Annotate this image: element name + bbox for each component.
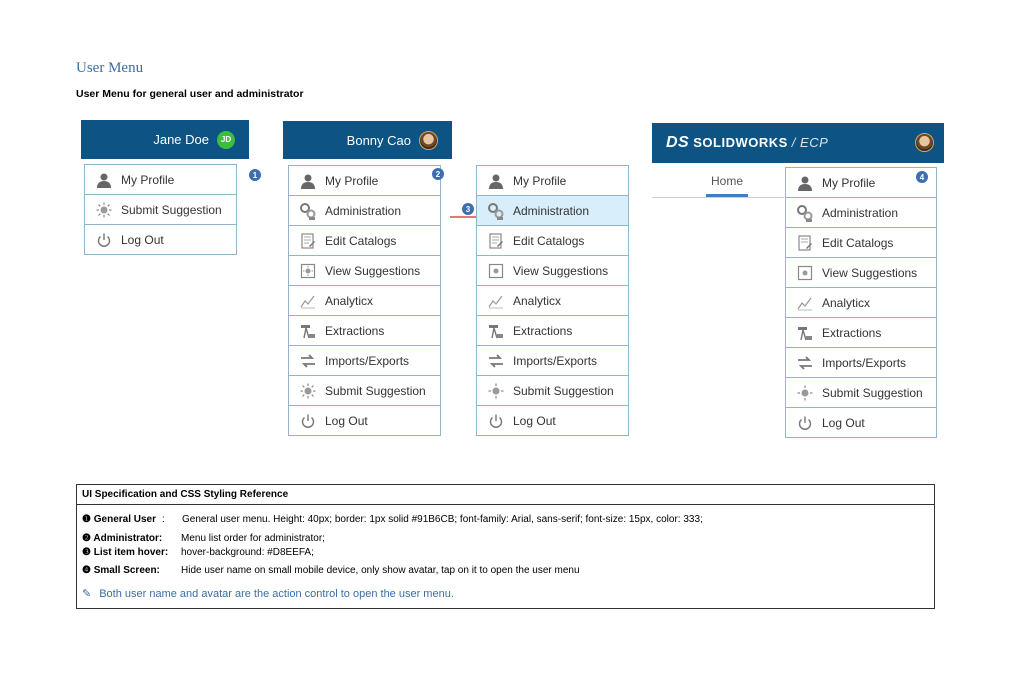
catalog-icon (487, 232, 505, 250)
menu-item-label: Analyticx (325, 293, 374, 308)
menu-item-label: Imports/Exports (513, 353, 598, 368)
menu-item-administration[interactable] (289, 195, 440, 225)
catalog-icon (796, 234, 814, 252)
user-menu-header-admin[interactable] (283, 121, 452, 159)
menu-item-label: Administration (822, 205, 899, 220)
menu-item-label: Submit Suggestion (513, 383, 614, 398)
gears-icon (487, 202, 505, 220)
menu-item-extractions[interactable] (289, 315, 440, 345)
suggestion-icon (299, 262, 317, 280)
menu-item-label: Edit Catalogs (513, 233, 585, 248)
menu-item-my-profile[interactable] (85, 164, 236, 194)
chart-icon (796, 294, 814, 312)
menu-item-my-profile[interactable] (786, 167, 936, 197)
suggestion-icon (796, 264, 814, 282)
avatar[interactable] (419, 131, 438, 150)
callout-badge: 2 (432, 168, 444, 180)
nav-divider (652, 197, 784, 198)
menu-item-analyticx[interactable] (477, 285, 628, 315)
lightbulb-icon (95, 201, 113, 219)
user-icon (299, 172, 317, 190)
lightbulb-icon (299, 382, 317, 400)
menu-item-label: Submit Suggestion (121, 202, 222, 217)
callout-badge: 4 (916, 171, 928, 183)
menu-item-analyticx[interactable] (786, 287, 936, 317)
user-menu-general (84, 164, 237, 255)
menu-item-submit-suggestion[interactable] (477, 375, 628, 405)
gears-icon (299, 202, 317, 220)
pump-icon (487, 322, 505, 340)
spec-row-small-screen: ❹ Small Screen: Hide user name on small mobile device, only show avatar, tap on it to open the user menu (82, 565, 580, 576)
menu-item-edit-catalogs[interactable] (786, 227, 936, 257)
user-icon (796, 174, 814, 192)
spec-row-hover: ❸ List item hover: hover-background: #D8EEFA; (82, 547, 314, 558)
menu-item-label: Analyticx (513, 293, 562, 308)
menu-item-view-suggestions[interactable] (786, 257, 936, 287)
menu-item-label: Log Out (121, 232, 164, 247)
menu-item-label: Imports/Exports (325, 353, 410, 368)
lightbulb-icon (796, 384, 814, 402)
menu-item-label: Submit Suggestion (325, 383, 426, 398)
menu-item-label: Edit Catalogs (325, 233, 397, 248)
suggestion-icon (487, 262, 505, 280)
menu-item-label: My Profile (513, 173, 567, 188)
user-menu-small-screen (785, 167, 937, 438)
menu-item-label: Extractions (822, 325, 882, 340)
menu-item-label: Log Out (325, 413, 368, 428)
lightbulb-icon (487, 382, 505, 400)
menu-item-label: Administration (325, 203, 402, 218)
menu-item-submit-suggestion[interactable] (85, 194, 236, 224)
avatar[interactable]: JD (217, 131, 235, 149)
menu-item-label: View Suggestions (822, 265, 918, 280)
page-subtitle: User Menu for general user and administrator (76, 88, 304, 100)
user-icon (95, 171, 113, 189)
menu-item-label: Log Out (822, 415, 865, 430)
arrows-icon (796, 354, 814, 372)
spec-heading: UI Specification and CSS Styling Reference (77, 485, 934, 505)
spec-row-general: ❶ General User : General user menu. Height: 40px; border: 1px solid #91B6CB; font-family: Arial, sans-serif; font-size: 15px, color: 333; (82, 514, 703, 525)
menu-item-label: Submit Suggestion (822, 385, 923, 400)
menu-item-label: Administration (513, 203, 590, 218)
menu-item-extractions[interactable] (477, 315, 628, 345)
user-name[interactable]: Bonny Cao (346, 132, 411, 148)
menu-item-analyticx[interactable] (289, 285, 440, 315)
menu-item-my-profile[interactable] (477, 165, 628, 195)
menu-item-submit-suggestion[interactable] (289, 375, 440, 405)
menu-item-label: Edit Catalogs (822, 235, 894, 250)
menu-item-view-suggestions[interactable] (289, 255, 440, 285)
menu-item-log-out[interactable] (477, 405, 628, 435)
menu-item-view-suggestions[interactable] (477, 255, 628, 285)
arrows-icon (487, 352, 505, 370)
solidworks-header (652, 123, 944, 163)
menu-item-imports-exports[interactable] (786, 347, 936, 377)
menu-item-label: Imports/Exports (822, 355, 907, 370)
page-title: User Menu (76, 60, 144, 76)
menu-item-label: Analyticx (822, 295, 871, 310)
callout-badge: 1 (249, 169, 261, 181)
menu-item-log-out[interactable] (289, 405, 440, 435)
spec-box (76, 484, 935, 609)
user-menu-hover-example (476, 165, 629, 436)
callout-badge: 3 (462, 203, 474, 215)
spec-row-admin: ❷ Administrator: Menu list order for administrator; (82, 533, 325, 544)
menu-item-administration-hover[interactable] (477, 195, 628, 225)
menu-item-log-out[interactable] (85, 224, 236, 254)
menu-item-submit-suggestion[interactable] (786, 377, 936, 407)
menu-item-label: Log Out (513, 413, 556, 428)
menu-item-imports-exports[interactable] (477, 345, 628, 375)
menu-item-label: My Profile (325, 173, 379, 188)
pump-icon (299, 322, 317, 340)
menu-item-label: Extractions (513, 323, 573, 338)
chart-icon (299, 292, 317, 310)
menu-item-my-profile[interactable] (289, 165, 440, 195)
pump-icon (796, 324, 814, 342)
catalog-icon (299, 232, 317, 250)
user-icon (487, 172, 505, 190)
tab-home[interactable]: Home (706, 174, 748, 197)
menu-item-label: View Suggestions (325, 263, 421, 278)
menu-item-label: View Suggestions (513, 263, 609, 278)
power-icon (487, 412, 505, 430)
menu-item-imports-exports[interactable] (289, 345, 440, 375)
menu-item-log-out[interactable] (786, 407, 936, 437)
power-icon (796, 414, 814, 432)
chart-icon (487, 292, 505, 310)
solidworks-logo: DS SOLIDWORKS / ECP (666, 134, 829, 151)
menu-item-edit-catalogs[interactable] (289, 225, 440, 255)
gears-icon (796, 204, 814, 222)
user-menu-admin (288, 165, 441, 436)
power-icon (95, 231, 113, 249)
menu-item-extractions[interactable] (786, 317, 936, 347)
menu-item-label: Extractions (325, 323, 385, 338)
menu-item-edit-catalogs[interactable] (477, 225, 628, 255)
avatar[interactable] (915, 133, 934, 152)
power-icon (299, 412, 317, 430)
arrows-icon (299, 352, 317, 370)
spec-note: ✎ Both user name and avatar are the action control to open the user menu. (82, 588, 454, 600)
user-name[interactable]: Jane Doe (153, 132, 209, 147)
menu-item-administration[interactable] (786, 197, 936, 227)
user-menu-header-general[interactable] (81, 120, 249, 159)
menu-item-label: My Profile (121, 172, 175, 187)
menu-item-label: My Profile (822, 175, 876, 190)
pen-icon: ✎ (82, 588, 92, 600)
